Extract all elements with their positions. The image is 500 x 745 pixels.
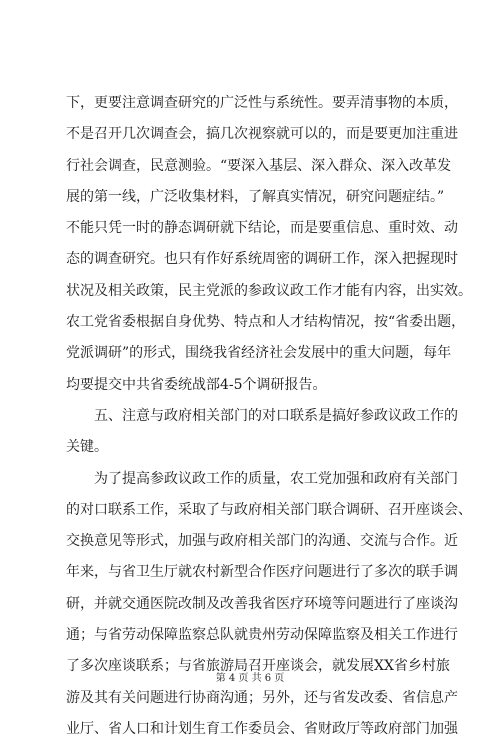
document-body [66,88,472,745]
section-heading-line: 五、注意与政府相关部门的对口联系是搞好参政议政工作的 [94,407,458,424]
text-line: 业厅、省人口和计划生育工作委员会、省财政厅等政府部门加强 [66,720,458,737]
text-line: 农工党省委根据自身优势、特点和人才结构情况，按“省委出题， [66,314,466,331]
text-line: 的对口联系工作，采取了与政府相关部门联合调研、召开座谈会、 [66,501,472,518]
text-line: 了多次座谈联系；与省旅游局召开座谈会，就发展XX省乡村旅 [66,658,450,675]
text-line: 态的调查研究。也只有作好系统周密的调研工作，深入把握现时 [66,251,458,268]
text-line: 不是召开几次调查会，搞几次视察就可以的，而是要更加注重进 [66,126,458,143]
text-line: 为了提高参政议政工作的质量，农工党加强和政府有关部门 [94,470,458,487]
text-line: 下，更要注意调查研究的广泛性与系统性。要弄清事物的本质， [66,95,458,111]
text-line: 展的第一线，广泛收集材料，了解真实情况，研究问题症结。” [66,188,445,205]
text-line: 行社会调查，民意测验。“要深入基层、深入群众、深入改革发 [66,157,452,174]
section-heading-line: 关键。 [66,439,108,456]
page-number-footer: 第 4 页 共 6 页 [215,673,285,684]
text-line: 年来，与省卫生厅就农村新型合作医疗问题进行了多次的联手调 [66,564,458,581]
text-line: 交换意见等形式，加强与政府相关部门的沟通、交流与合作。近 [66,533,458,550]
text-line: 游及其有关问题进行协商沟通；另外，还与省发改委、省信息产 [66,689,458,706]
text-line: 党派调研”的形式，围绕我省经济社会发展中的重大问题，每年 [66,345,452,362]
text-line: 状况及相关政策，民主党派的参政议政工作才能有内容，出实效。 [66,282,472,299]
text-line: 通；与省劳动保障监察总队就贵州劳动保障监察及相关工作进行 [66,627,458,644]
text-line: 均要提交中共省委统战部4-5个调研报告。 [66,376,327,393]
text-line: 不能只凭一时的静态调研就下结论，而是要重信息、重时效、动 [66,220,458,237]
text-line: 研，并就交通医院改制及改善我省医疗环境等问题进行了座谈沟 [66,595,458,612]
